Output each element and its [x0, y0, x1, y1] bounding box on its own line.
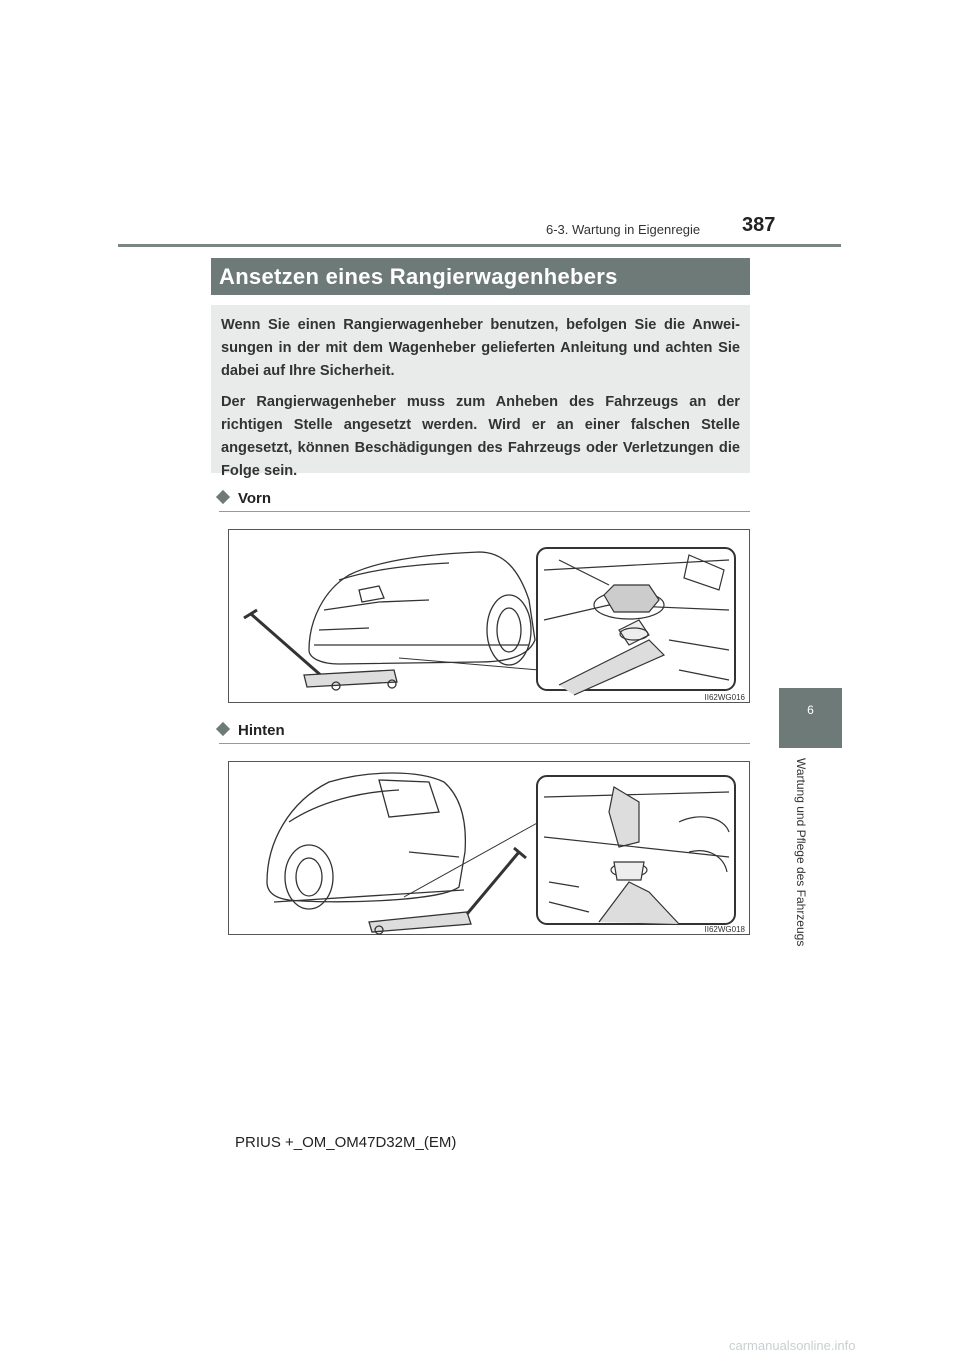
chapter-tab	[779, 688, 842, 748]
intro-paragraph-2: Der Rangierwagenheber muss zum Anheben des Fahrzeugs an der richtigen Stelle angesetzt werden. Wird er an einer falschen Stelle angesetzt, können Beschädigungen des Fahrzeugs oder Verletzungen die Folge sein.	[221, 394, 740, 479]
rear-car-jack-illustration	[229, 762, 751, 936]
subheading-front	[218, 490, 271, 507]
section-title: Ansetzen eines Rangierwagenhebers	[211, 258, 750, 295]
subheading-front-rule	[219, 511, 750, 512]
intro-box	[211, 305, 750, 479]
figure-rear-jack-point	[228, 761, 750, 935]
figure-rear-id: II62WG018	[704, 925, 745, 934]
chapter-tab-number: 6	[807, 703, 814, 717]
front-car-jack-illustration	[229, 530, 751, 704]
subheading-front-label: Vorn	[238, 490, 272, 507]
header-section-title: 6-3. Wartung in Eigenregie	[546, 222, 701, 237]
figure-front-jack-point	[228, 529, 750, 703]
subheading-rear	[218, 722, 285, 739]
chapter-side-label: Wartung und Pflege des Fahrzeugs	[794, 758, 808, 947]
intro-paragraph-1: Wenn Sie einen Rangierwagenheber benutzen, befolgen Sie die Anwei-sungen in der mit dem Wagenheber gelieferten Anleitung und achten Sie dabei auf Ihre Sicherheit.	[221, 317, 740, 379]
figure-front-id: II62WG016	[704, 693, 745, 702]
watermark: carmanualsonline.info	[729, 1338, 856, 1353]
page-number: 387	[742, 214, 776, 236]
diamond-bullet-icon	[216, 490, 230, 504]
subheading-rear-label: Hinten	[238, 722, 285, 739]
footer-model-code: PRIUS +_OM_OM47D32M_(EM)	[235, 1134, 457, 1151]
header-rule	[118, 244, 841, 247]
diamond-bullet-icon	[216, 722, 230, 736]
subheading-rear-rule	[219, 743, 750, 744]
